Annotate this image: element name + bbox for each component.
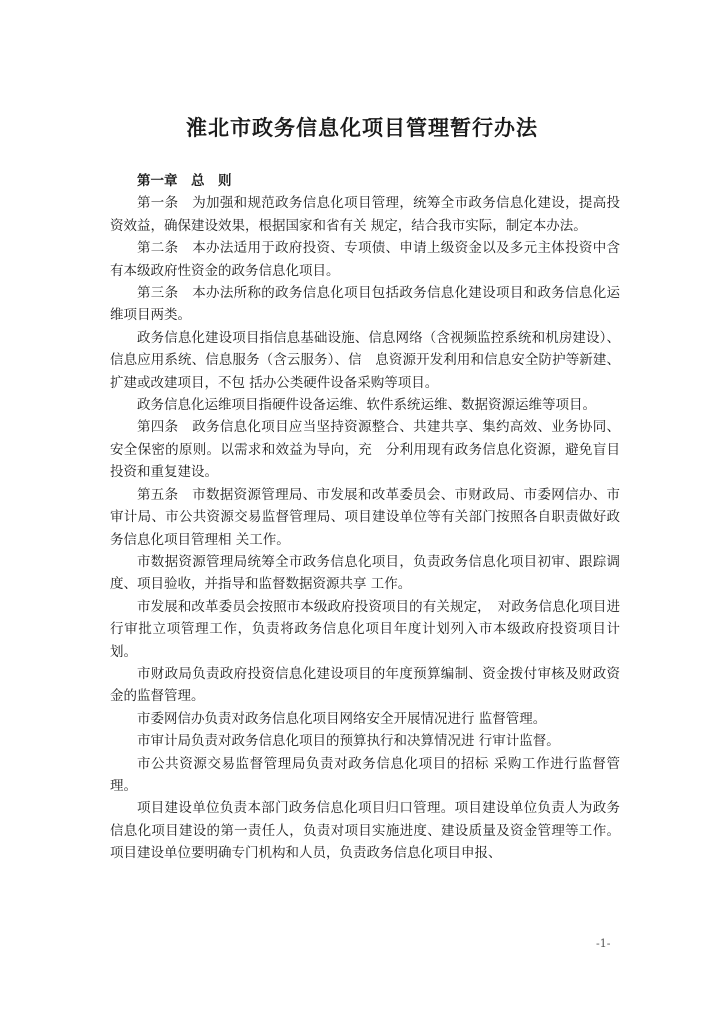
paragraph-project-unit: 项目建设单位负责本部门政务信息化项目归口管理。项目建设单位负责人为政务信息化项目建设的第一责任人，负责对项目实施进度、建设质量及资金管理等工作。项目建设单位要明确专门机构和人员，负责政务信息化项目申报、 xyxy=(110,800,620,862)
paragraph-audit-bureau: 市审计局负责对政务信息化项目的预算执行和决算情况进 行审计监督。 xyxy=(137,733,560,750)
paragraph-maintenance-projects: 政务信息化运维项目指硬件设备运维、软件系统运维、数据资源运维等项目。 xyxy=(137,397,596,414)
document-title: 淮北市政务信息化项目管理暂行办法 xyxy=(186,116,538,140)
paragraph-data-bureau: 市数据资源管理局统筹全市政务信息化项目，负责政务信息化项目初审、跟踪调度、项目验收，并指导和监督数据资源共享 工作。 xyxy=(110,553,620,593)
chapter-heading: 第一章 总 则 xyxy=(137,173,232,189)
paragraph-article-4: 第四条 政务信息化项目应当坚持资源整合、共建共享、集约高效、业务协同、安全保密的原则。以需求和效益为导向，充 分利用现有政务信息化资源，避免盲目投资和重复建设。 xyxy=(110,419,620,481)
paragraph-article-1: 第一条 为加强和规范政务信息化项目管理，统筹全市政务信息化建设，提高投资效益，确保建设效果，根据国家和省有关 规定，结合我市实际，制定本办法。 xyxy=(110,195,620,234)
paragraph-construction-projects: 政务信息化建设项目指信息基础设施、信息网络（含视频监控系统和机房建设）、信息应用系统、信息服务（含云服务）、信 息资源开发利用和信息安全防护等新建、扩建或改建项目，不包 括办公类硬件设备采购等项目。 xyxy=(110,329,620,391)
paragraph-cyberspace-office: 市委网信办负责对政务信息化项目网络安全开展情况进行 监督管理。 xyxy=(137,710,547,727)
paragraph-article-3: 第三条 本办法所称的政务信息化项目包括政务信息化建设项目和政务信息化运维项目两类。 xyxy=(110,285,620,324)
paragraph-article-2: 第二条 本办法适用于政府投资、专项债、申请上级资金以及多元主体投资中含有本级政府性资金的政务信息化项目。 xyxy=(110,240,620,279)
page-number: -1- xyxy=(596,937,611,950)
paragraph-development-commission: 市发展和改革委员会按照市本级政府投资项目的有关规定， 对政务信息化项目进行审批立项管理工作，负责将政务信息化项目年度计划列入市本级政府投资项目计划。 xyxy=(110,598,620,660)
paragraph-finance-bureau: 市财政局负责政府投资信息化建设项目的年度预算编制、资金拨付审核及财政资金的监督管理。 xyxy=(110,665,620,705)
document-body xyxy=(110,170,620,865)
paragraph-public-resources-bureau: 市公共资源交易监督管理局负责对政务信息化项目的招标 采购工作进行监督管理。 xyxy=(110,755,620,794)
paragraph-article-5: 第五条 市数据资源管理局、市发展和改革委员会、市财政局、市委网信办、市审计局、市公共资源交易监督管理局、项目建设单位等有关部门按照各自职责做好政务信息化项目管理相 关工作。 xyxy=(110,486,620,548)
